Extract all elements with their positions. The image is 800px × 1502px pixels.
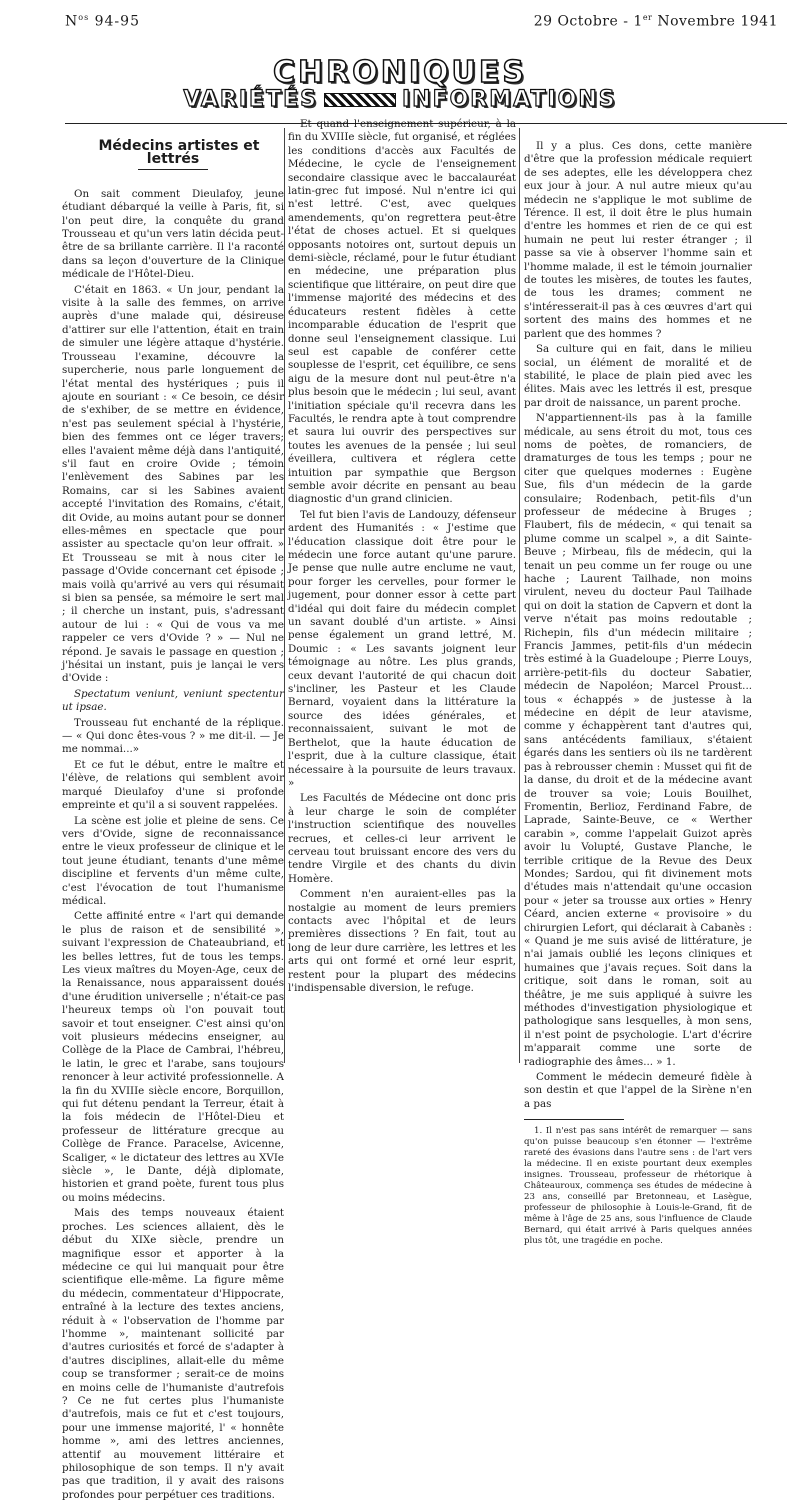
title-rule bbox=[138, 169, 208, 170]
article-column-2 bbox=[288, 118, 516, 1058]
paragraph: C'était en 1863. « Un jour, pendant la visite à la salle des femmes, on arrive auprès d'une malade qui, désireuse d'attirer sur elle l'attention, était en train de simuler une légère attaque d'hystérie. Trousseau l'examine, découvre la supercherie, nous parle longuement de l'état mental des hystériques ; puis il ajoute en souriant : « Ce besoin, ce désir de s'exhiber, de se mettre en évidence, n'est pas seulement spécial à l'hystérie, bien des femmes ont ce léger travers; elles l'avaient même déjà dans l'antiquité, s'il faut en croire Ovide ; témoin l'enlèvement des Sabines par les Romains, car si les Sabines avaient accepté l'invitation des Romains, c'était, dit Ovide, au moins autant pour se donner elles-mêmes en spectacle que pour assister au spectacle qu'on leur offrait. » Et Trousseau se mit à nous citer le passage d'Ovide concernant cet épisode ; mais voilà qu'arrivé au vers qui résumait si bien sa pensée, sa mémoire le sert mal ; il cherche un instant, puis, s'adressant autour de lui : « Qui de vous va me rappeler ce vers d'Ovide ? » — Nul ne répond. Je savais le passage en question ; j'hésitai un instant, puis je lançai le vers d'Ovide : bbox=[62, 283, 284, 685]
paragraph: Comment le médecin demeuré fidèle à son destin et que l'appel de la Sirène n'en a pas bbox=[524, 1071, 752, 1110]
column-divider bbox=[519, 128, 520, 1063]
paragraph: N'appartiennent-ils pas à la famille médicale, au sens étroit du mot, tous ces noms de poètes, de romanciers, de dramaturges de tous les temps ; pour ne citer que quelques modernes : Eugène Sue, fils d'un médecin de la garde consulaire; Rodenbach, petit-fils d'un professeur de médecine à Bruges ; Flaubert, fils de médecin, « qui tenait sa plume comme un scalpel », a dit Sainte-Beuve ; Mirbeau, fils de médecin, qui la tenait un peu comme un fer rouge ou une hache ; Laurent Tailhade, non moins virulent, neveu du docteur Paul Tailhade qui on doit la station de Capvern et dont la verve n'était pas moins redoutable ; Richepin, fils d'un médecin militaire ; Francis Jammes, petit-fils d'un médecin très estimé à la Guadeloupe ; Pierre Louys, arrière-petit-fils du docteur Sabatier, médecin de Napoléon; Marcel Proust... tous « échappés » de justesse à la médecine en dépit de leur atavisme, comme y échappèrent tant d'autres qui, sans antécédents familiaux, s'étaient égarés dans les sentiers où ils ne tardèrent pas à rebrousser chemin : Musset qui fit de la danse, du droit et de la médecine avant de trouver sa voie; Louis Bouilhet, Fromentin, Berlioz, Ferdinand Fabre, de Laprade, Sainte-Beuve, ce « Werther carabin », comme l'appelait Guizot après avoir lu Volupté, Gustave Planche, le terrible critique de la Revue des Deux Mondes; Sardou, qui fit divinement mots d'études mais n'attendait qu'une occasion pour « jeter sa trousse aux orties » Henry Céard, ancien externe « provisoire » du chirurgien Lefort, qui déclarait à Cabanès : « Quand je me suis avisé de littérature, je n'ai jamais oublié les leçons cliniques et humaines que j'avais reçues. Soit dans la critique, soit dans le roman, soit au théâtre, je me suis appliqué à suivre les méthodes d'investigation physiologique et pathologique sans lesquelles, à mon sens, il n'est point de psychologie. L'art d'écrire m'apparait comme une sorte de radiographie des âmes... » 1. bbox=[524, 412, 752, 1068]
masthead-title: CHRONIQUES bbox=[273, 55, 527, 90]
footnote bbox=[524, 1126, 752, 1247]
footnote-rule bbox=[524, 1119, 624, 1120]
ornament-icon bbox=[324, 93, 396, 107]
issue-number: $N^{os}$ 94-95 bbox=[65, 13, 140, 30]
footnote-text: 1. Il n'est pas sans intérêt de remarquer — sans qu'on puisse beaucoup s'en étonner — l'extrême rareté des évasions dans l'autre sens : de l'art vers la médecine. Il en existe pourtant deux exemples insignes. Trousseau, professeur de rhétorique à Châteauroux, commença ses études de médecine à 23 ans, conseillé par Bretonneau, et Lasègue, professeur de philosophie à Louis-le-Grand, fit de même à l'âge de 25 ans, sous l'influence de Claude Bernard, qui était arrivé à Paris quelques années plus tôt, une tragédie en poche. bbox=[524, 1126, 752, 1247]
paragraph: Il y a plus. Ces dons, cette manière d'être que la profession médicale requiert de ses adeptes, elle les développera chez eux jour à jour. A nul autre mieux qu'au médecin ne s'applique le mot sublime de Térence. Il est, il doit être le plus humain d'entre les hommes et rien de ce qui est humain ne peut lui rester étranger ; il passe sa vie à observer l'homme sain et l'homme malade, il est le témoin journalier de toutes les misères, de toutes les fautes, de tous les drames; comment ne s'intéresserait-il pas à ces œuvres d'art qui sortent des mains des hommes et ne parlent que des hommes ? bbox=[524, 140, 752, 340]
paragraph: Les Facultés de Médecine ont donc pris à leur charge le soin de compléter l'instruction scientifique des nouvelles recrues, et celles-ci leur arrivent le cerveau tout bruissant encore des vers du tendre Virgile et des chants du divin Homère. bbox=[288, 792, 516, 885]
paragraph: Sa culture qui en fait, dans le milieu social, un élément de moralité et de stabilité, le place de plain pied avec les élites. Mais avec les lettrés il est, presque par droit de naissance, un parent proche. bbox=[524, 343, 752, 409]
paragraph: Et ce fut le début, entre le maître et l'élève, de relations qui semblent avoir marqué Dieulafoy d'une si profonde empreinte et qu'il a si souvent rappelées. bbox=[62, 758, 284, 812]
article-column-3 bbox=[524, 140, 752, 1247]
paragraph: Trousseau fut enchanté de la réplique. — « Qui donc êtes-vous ? » me dit-il. — Je me nommai...» bbox=[62, 716, 284, 756]
paragraph: Comment n'en auraient-elles pas la nostalgie au moment de leurs premiers contacts avec l'hôpital et de leurs premières dissections ? En fait, tout au long de leur dure carrière, les lettres et les arts qui ont formé et orné leur esprit, restent pour la plupart des médecins l'indispensable diversion, le refuge. bbox=[288, 888, 516, 994]
masthead-subtitle: VARIÉTÉS INFORMATIONS bbox=[183, 87, 617, 112]
paragraph: On sait comment Dieulafoy, jeune étudiant débarqué la veille à Paris, fit, si l'on peut dire, la conquête du grand Trousseau et qu'un vers latin décida peut-être de sa brillante carrière. Il l'a raconté dans sa leçon d'ouverture de la Clinique médicale de l'Hôtel-Dieu. bbox=[62, 187, 284, 281]
issue-date: 29 Octobre - 1er Novembre 1941 bbox=[533, 13, 778, 30]
article-column-1 bbox=[62, 138, 284, 1501]
paragraph: Et quand l'enseignement supérieur, à la fin du XVIIIe siècle, fut organisé, et réglées les conditions d'accès aux Facultés de Médecine, le cycle de l'enseignement secondaire classique avec le baccalauréat latin-grec fut imposé. Nul n'entre ici qui n'est lettré. C'est, avec quelques amendements, qu'on regrettera peut-être l'état de choses actuel. Et si quelques opposants notoires ont, surtout depuis un demi-siècle, réclamé, pour le futur étudiant en médecine, une préparation plus scientifique que littéraire, on peut dire que l'immense majorité des médecins et des éducateurs restent fidèles à cette incomparable éducation de l'esprit que donne seul l'enseignement classique. Lui seul est capable de conférer cette souplesse de l'esprit, cet équilibre, ce sens aigu de la mesure dont nul peut-être n'a plus besoin que le médecin ; lui seul, avant l'initiation spéciale qu'il recevra dans les Facultés, le rendra apte à tout comprendre et saura lui ouvrir des perspectives sur toutes les avenues de la pensée ; lui seul éveillera, cultivera et réglera cette intuition par sympathie que Bergson semble avoir décrite en pensant au beau diagnostic d'un grand clinicien. bbox=[288, 118, 516, 506]
paragraph: Cette affinité entre « l'art qui demande le plus de raison et de sensibilité », suivant l'expression de Chateaubriand, et les belles lettres, fut de tous les temps. Les vieux maîtres du Moyen-Age, ceux de la Renaissance, nous apparaissent doués d'une érudition universelle ; n'était-ce pas l'heureux temps où l'on pouvait tout savoir et tout enseigner. C'est ainsi qu'on voit plusieurs médecins enseigner, au Collège de la Place de Cambrai, l'hébreu, le latin, le grec et l'arabe, sans toujours renoncer à leur activité professionnelle. A la fin du XVIIIe siècle encore, Borquillon, qui fut détenu pendant la Terreur, était à la fois médecin de l'Hôtel-Dieu et professeur de littérature grecque au Collège de France. Paracelse, Avicenne, Scaliger, « le dictateur des lettres au XVIe siècle », le Dante, déjà diplomate, historien et grand poète, furent tous plus ou moins médecins. bbox=[62, 910, 284, 1204]
latin-verse: Spectatum veniunt, veniunt spectentur ut ipsae. bbox=[62, 687, 284, 714]
paragraph: La scène est jolie et pleine de sens. Ce vers d'Ovide, signe de reconnaissance entre le vieux professeur de clinique et le tout jeune étudiant, tenants d'une même discipline et fervents d'un même culte, c'est l'évocation de tout l'humanisme médical. bbox=[62, 814, 284, 907]
paragraph: Tel fut bien l'avis de Landouzy, défenseur ardent des Humanités : « J'estime que l'éducation classique doit être pour le médecin une force autant qu'une parure. Je pense que nulle autre enclume ne vaut, pour forger les cervelles, pour former le jugement, pour donner essor à cette part d'idéal qui doit faire du médecin complet un savant doublé d'un artiste. » Ainsi pense également un grand lettré, M. Doumic : « Les savants joignent leur témoignage au nôtre. Les plus grands, ceux devant l'autorité de qui chacun doit s'incliner, les Pasteur et les Claude Bernard, voyaient dans la littérature la source des idées générales, et reconnaissaient, suivant le mot de Berthelot, que la haute éducation de l'esprit, due à la culture classique, était nécessaire à la poursuite de leurs travaux. » bbox=[288, 508, 516, 789]
column-divider bbox=[284, 128, 285, 1063]
paragraph: Mais des temps nouveaux étaient proches. Les sciences allaient, dès le début du XIXe siècle, prendre un magnifique essor et apporter à la médecine ce qui lui manquait pour être scientifique elle-même. La figure même du médecin, commentateur d'Hippocrate, entraîné à la lecture des textes anciens, réduit à « l'observation de l'homme par l'homme », maintenant sollicité par d'autres curiosités et forcé de s'adapter à d'autres disciplines, allait-elle du même coup se transformer ; serait-ce de moins en moins celle de l'humaniste d'autrefois ? Ce ne fut certes plus l'humaniste d'autrefois, mais ce fut et c'est toujours, pour une immense majorité, l' « honnête homme », ami des lettres anciennes, attentif au mouvement littéraire et philosophique de son temps. Il n'y avait pas que tradition, il y avait des raisons profondes pour perpétuer ces traditions. bbox=[62, 1207, 284, 1501]
article-title: Médecins artistes et lettrés bbox=[98, 138, 260, 168]
